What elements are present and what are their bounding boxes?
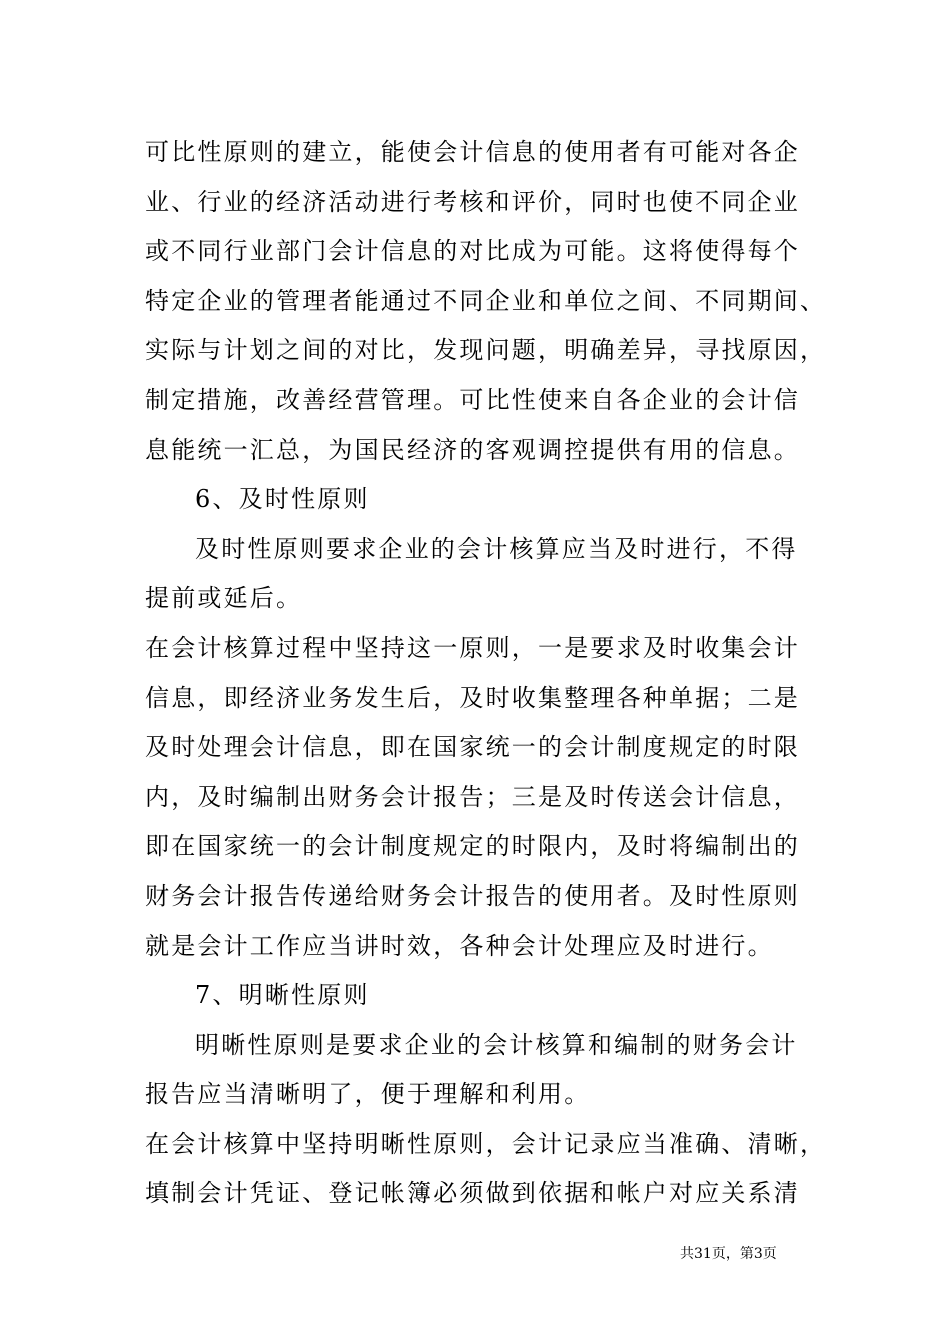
body-text [145,128,827,1219]
text-line: 特定企业的管理者能通过不同企业和单位之间、不同期间、 [145,286,827,315]
text-line: 报告应当清晰明了，便于理解和利用。 [145,1080,591,1109]
text-line: 即在国家统一的会计制度规定的时限内，及时将编制出的 [145,832,800,861]
text-line: 及时性原则要求企业的会计核算应当及时进行，不得 [195,534,798,563]
text-line: 制定措施，改善经营管理。可比性使来自各企业的会计信 [145,385,800,414]
text-line: 填制会计凭证、登记帐簿必须做到依据和帐户对应关系清 [145,1179,800,1208]
text-line: 财务会计报告传递给财务会计报告的使用者。及时性原则 [145,881,800,910]
text-line: 明晰性原则是要求企业的会计核算和编制的财务会计 [195,1030,798,1059]
text-line: 就是会计工作应当讲时效，各种会计处理应及时进行。 [145,931,774,960]
text-line: 内，及时编制出财务会计报告；三是及时传送会计信息， [145,782,800,811]
text-line: 在会计核算中坚持明晰性原则，会计记录应当准确、清晰， [145,1129,827,1158]
text-line: 在会计核算过程中坚持这一原则，一是要求及时收集会计 [145,633,800,662]
text-line: 实际与计划之间的对比，发现问题，明确差异，寻找原因， [145,336,827,365]
text-line: 或不同行业部门会计信息的对比成为可能。这将使得每个 [145,237,800,266]
text-line: 可比性原则的建立，能使会计信息的使用者有可能对各企 [145,138,800,166]
text-line: 及时处理会计信息，即在国家统一的会计制度规定的时限 [145,733,800,762]
text-line: 提前或延后。 [145,584,303,613]
page-footer: 共31页，第3页 [680,1246,777,1262]
text-line: 息能统一汇总，为国民经济的客观调控提供有用的信息。 [145,435,800,464]
text-line: 信息，即经济业务发生后，及时收集整理各种单据；二是 [145,683,800,712]
text-line: 业、行业的经济活动进行考核和评价，同时也使不同企业 [145,187,800,216]
section-heading: 6、及时性原则 [195,485,370,514]
section-heading: 7、明晰性原则 [195,981,370,1010]
